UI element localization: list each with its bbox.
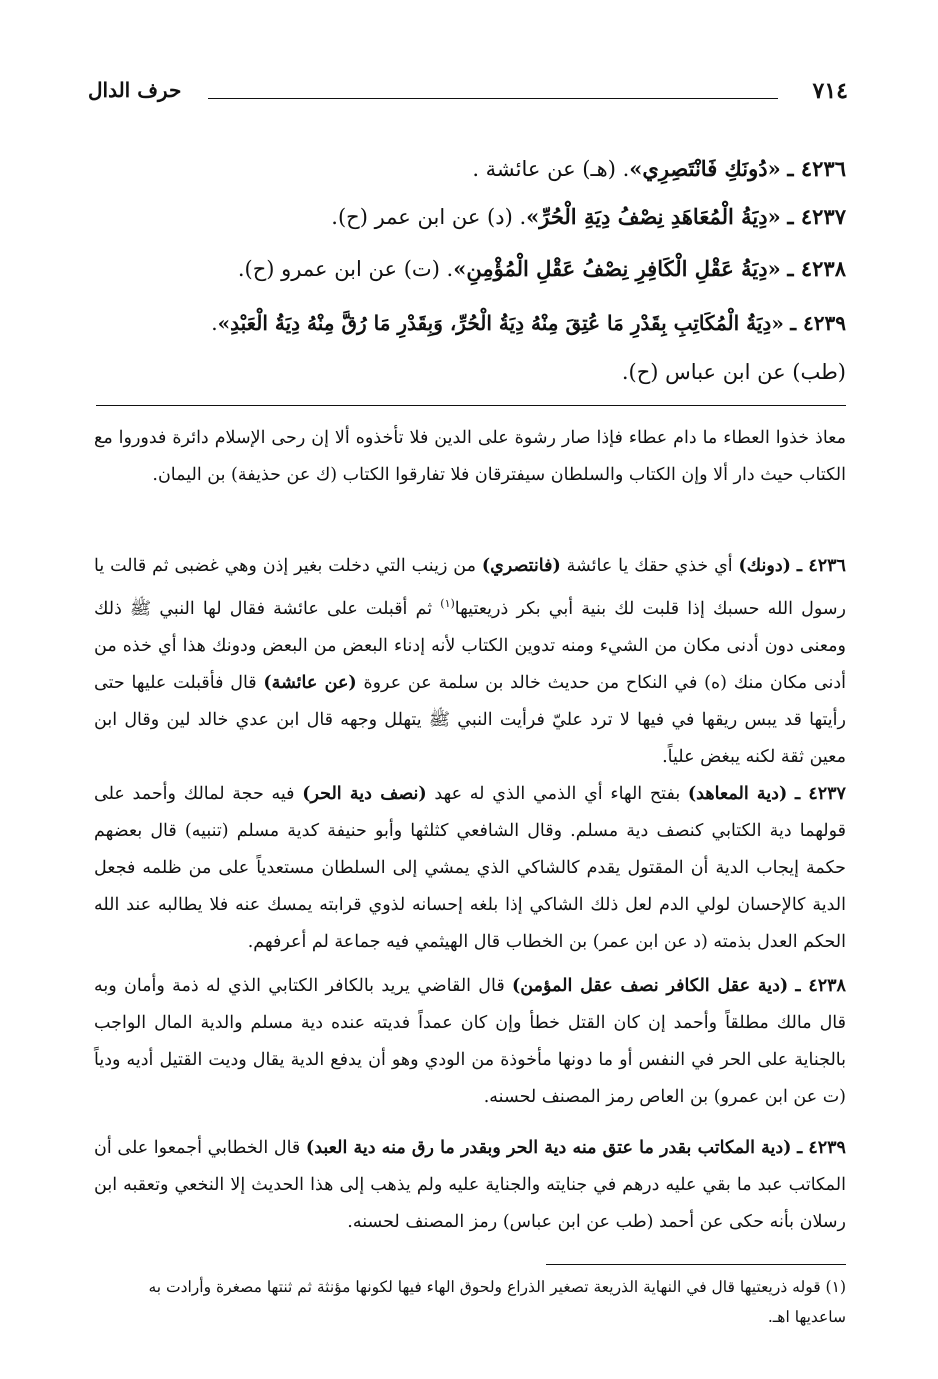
commentary-number: ٤٢٣٦ ـ <box>796 556 846 576</box>
hadith-text: «دِيَةُ الْمُعَاهَدِ نِصْفُ دِيَةِ الْحُرِّ» <box>526 204 781 229</box>
commentary-4236: ٤٢٣٦ ـ (دونك) أي خذي حقك يا عائشة (فانتصري) من زينب التي دخلت بغير إذن وهي غضبى ثم قالت يا رسول الله حسبك إذا قلبت لك بنية أبي بكر ذريعتيها$^{(١)}$ ثم أقبلت على عائشة فقال لها النبي ﷺ ذلك ومعنى دون أدنى مكان من الشيء ومنه تدوين الكتاب لأنه إدناء البعض من البعض ودونك هذا أي خذه من أدنى مكان منك (ه) في النكاح من حديث خالد بن سلمة عن عروة (عن عائشة) قال فأقبلت عليها حتى رأيتها قد يبس ريقها في فيها لا ترد عليّ فرأيت النبي ﷺ يتهلل وجهه قال ابن عدي خالد لين وقال ابن معين ثقة لكنه يبغض علياً. <box>94 556 846 767</box>
hadith-text: «دُونَكِ فَانْتَصِرِي» <box>629 156 781 181</box>
header-rule <box>208 98 778 99</box>
hadith-4238 <box>76 252 846 286</box>
footnote: (١) قوله ذريعتيها قال في النهاية الذريعة تصغير الذراع ولحوق الهاء فيها لكونها مؤنثة ثم ثنتها مصغرة وأرادت به ساعديها اهـ. <box>148 1278 846 1326</box>
hadith-4236 <box>76 152 846 186</box>
hadith-text: «دِيَةُ الْمُكَاتِبِ بِقَدْرِ مَا عُتِقَ مِنْهُ دِيَةُ الْحُرِّ، وَبِقَدْرِ مَا رُقَّ مِنْهُ دِيَةُ الْعَبْدِ» <box>217 311 784 335</box>
commentary-lead: (دية المعاهد) <box>687 784 788 804</box>
footnote-ref[interactable]: (١) <box>440 597 455 610</box>
hadith-source: (طب) عن ابن عباس (ح). <box>621 360 846 384</box>
hadith-number: ٤٢٣٦ ـ <box>787 156 846 181</box>
commentary-4237: ٤٢٣٧ ـ (دية المعاهد) بفتح الهاء أي الذمي الذي له عهد (نصف دية الحر) فيه حجة لمالك وأحمد على قولهما دية الكتابي كنصف دية مسلم. وقال الشافعي كثلثها وأبو حنيفة كدية مسلم (تنبيه) قال بعضهم حكمة إيجاب الدية أن المقتول يقدم كالشاكي الذي يمشي إلى السلطان مستعدياً على من ظلمه فجعل الدية كالإحسان لولي الدم لعل ذلك الشاكي إذا بلغه إحسانه لذوي قرابته يمسك عنه فلا يطالبه عند الله الحكم العدل بذمته (د عن ابن عمر) بن الخطاب قال الهيثمي فيه جماعة لم أعرفهم. <box>94 784 846 952</box>
commentary-number: ٤٢٣٧ ـ <box>794 784 846 804</box>
commentary-4239: ٤٢٣٩ ـ (دية المكاتب بقدر ما عتق منه دية الحر وبقدر ما رق منه دية العبد) قال الخطابي أجمعوا على أن المكاتب عبد ما بقي عليه درهم في جنايته والجناية عليه ولم يذهب إلى هذا الحديث إلا النخعي وتعقبه ابن رسلان بأنه حكى عن أحمد (طب عن ابن عباس) رمز المصنف لحسنه. <box>94 1138 846 1232</box>
chapter-title: حرف الدال <box>88 78 182 102</box>
page-number: ٧١٤ <box>812 78 848 104</box>
footnote-rule <box>546 1264 846 1265</box>
hadith-text: «دِيَةُ عَقْلِ الْكَافِرِ نِصْفُ عَقْلِ الْمُؤْمِنِ» <box>453 256 781 281</box>
hadith-number: ٤٢٣٧ ـ <box>787 204 846 229</box>
commentary-number: ٤٢٣٩ ـ <box>797 1138 846 1158</box>
commentary-lead: (دية المكاتب بقدر ما عتق منه دية الحر وبقدر ما رق منه دية العبد) <box>305 1138 792 1158</box>
hadith-4239-source <box>76 355 846 389</box>
hadith-4239 <box>76 306 846 340</box>
hadith-4237 <box>76 200 846 234</box>
hadith-source: . (ت) عن ابن عمرو (ح). <box>237 257 454 281</box>
hadith-source: . (هـ) عن عائشة . <box>472 157 630 181</box>
hadith-source: . (د) عن ابن عمر (ح). <box>331 205 527 229</box>
section-separator <box>96 405 846 406</box>
hadith-number: ٤٢٣٩ ـ <box>790 311 846 335</box>
hadith-source: . <box>211 311 218 335</box>
commentary-lead: (دونك) <box>738 556 791 576</box>
commentary-number: ٤٢٣٨ ـ <box>795 976 846 996</box>
commentary-4238: ٤٢٣٨ ـ (دية عقل الكافر نصف عقل المؤمن) قال القاضي يريد بالكافر الكتابي الذي له ذمة وأمان وبه قال مالك مطلقاً وأحمد إن كان القتل خطأ وإن كان عمداً فديته عنده دية مسلم والدية المال الواجب بالجناية على الحر في النفس أو ما دونها مأخوذة من الودي وهو أن يدفع الدية يقال وديت القتيل أديه ودياً (ت عن ابن عمرو) بن العاص رمز المصنف لحسنه. <box>94 976 846 1107</box>
page-header <box>88 78 848 112</box>
commentary-continuation: معاذ خذوا العطاء ما دام عطاء فإذا صار رشوة على الدين فلا تأخذوه ألا إن رحى الإسلام دائرة فدوروا مع الكتاب حيث دار ألا وإن الكتاب والسلطان سيفترقان فلا تفارقوا الكتاب (ك عن حذيفة) بن اليمان. <box>94 428 846 485</box>
commentary-lead: (دية عقل الكافر نصف عقل المؤمن) <box>511 976 789 996</box>
hadith-number: ٤٢٣٨ ـ <box>787 256 846 281</box>
